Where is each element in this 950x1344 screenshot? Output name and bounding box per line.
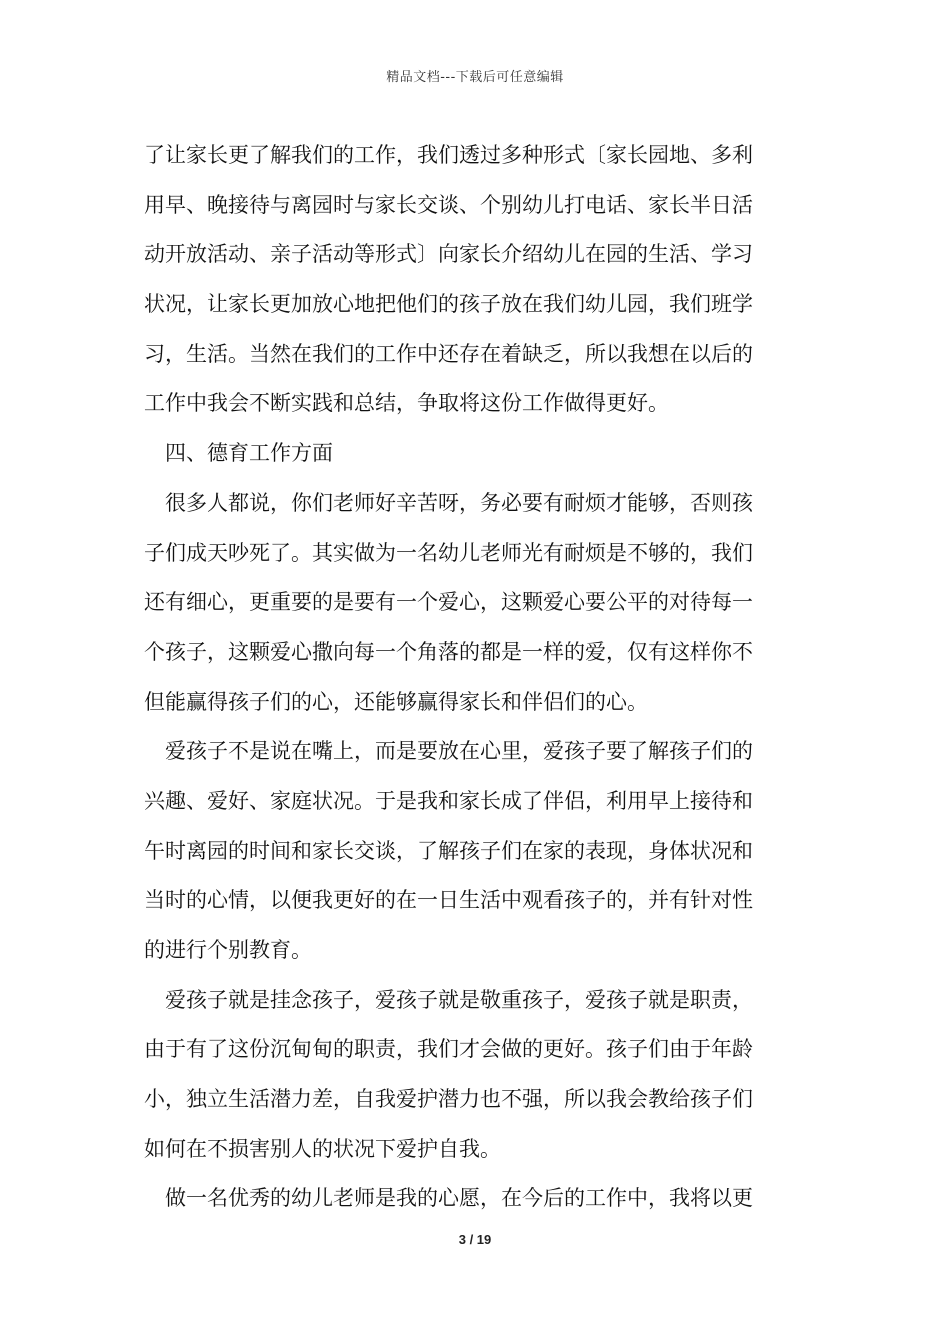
text-line: 动开放活动、亲子活动等形式〕向家长介绍幼儿在园的生活、学习	[144, 242, 753, 267]
text-line: 用早、晚接待与离园时与家长交谈、个别幼儿打电话、家长半日活	[144, 192, 753, 217]
text-line: 了让家长更了解我们的工作，我们透过多种形式〔家长园地、多利	[144, 143, 753, 167]
text-line: 个孩子，这颗爱心撒向每一个角落的都是一样的爱，仅有这样你不	[144, 639, 753, 664]
text-line: 做一名优秀的幼儿老师是我的心愿，在今后的工作中，我将以更	[165, 1186, 753, 1211]
text-line: 爱孩子就是挂念孩子，爱孩子就是敬重孩子，爱孩子就是职责，	[165, 987, 753, 1012]
text-line: 但能赢得孩子们的心，还能够赢得家长和伴侣们的心。	[144, 689, 648, 714]
page-header: 精品文档---下载后可任意编辑	[386, 70, 564, 85]
section-heading: 四、德育工作方面	[165, 441, 333, 466]
text-line: 午时离园的时间和家长交谈，了解孩子们在家的表现，身体状况和	[144, 838, 753, 863]
text-line: 由于有了这份沉甸甸的职责，我们才会做的更好。孩子们由于年龄	[144, 1037, 753, 1062]
text-line: 状况，让家长更加放心地把他们的孩子放在我们幼儿园，我们班学	[144, 292, 753, 317]
text-line: 习，生活。当然在我们的工作中还存在着缺乏，所以我想在以后的	[144, 341, 753, 366]
text-line: 工作中我会不断实践和总结，争取将这份工作做得更好。	[144, 391, 669, 416]
text-line: 的进行个别教育。	[144, 938, 312, 962]
text-line: 爱孩子不是说在嘴上，而是要放在心里，爱孩子要了解孩子们的	[165, 739, 753, 764]
text-line: 子们成天吵死了。其实做为一名幼儿老师光有耐烦是不够的，我们	[144, 540, 753, 565]
text-line: 还有细心，更重要的是要有一个爱心，这颗爱心要公平的对待每一	[144, 590, 753, 615]
page-number: 3 / 19	[458, 1232, 492, 1247]
text-line: 兴趣、爱好、家庭状况。于是我和家长成了伴侣，利用早上接待和	[144, 788, 753, 813]
text-line: 当时的心情，以便我更好的在一日生活中观看孩子的，并有针对性	[144, 888, 753, 913]
text-line: 小，独立生活潜力差，自我爱护潜力也不强，所以我会教给孩子们	[144, 1087, 753, 1112]
text-line: 如何在不损害别人的状况下爱护自我。	[144, 1136, 501, 1161]
text-line: 很多人都说，你们老师好辛苦呀，务必要有耐烦才能够，否则孩	[165, 490, 753, 515]
document-body	[144, 131, 808, 1224]
